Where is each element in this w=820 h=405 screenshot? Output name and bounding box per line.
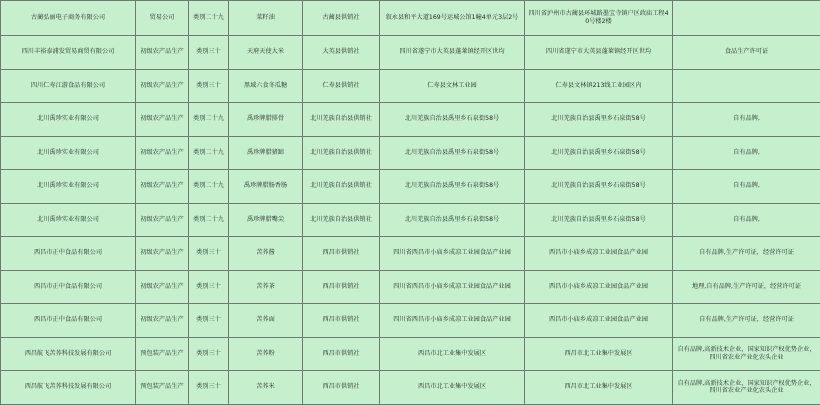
table-row — [1, 203, 820, 237]
production-address-cell[interactable]: 北川羌族自治县禹里乡石泉街58号 — [380, 136, 525, 170]
company-name-cell[interactable]: 古蔺弘丽电子商务有限公司 — [1, 1, 136, 36]
supplier-cell[interactable]: 西昌市供销社 — [303, 304, 380, 338]
category-cell[interactable]: 类别三十 — [189, 270, 229, 304]
registered-address-cell[interactable]: 北川羌族自治县禹里乡石泉街58号 — [525, 103, 673, 137]
qualification-cell[interactable]: 自有品牌,高新技术企业，国家知识产权优势企业，四川省农业产业化农头企业 — [673, 337, 820, 371]
company-name-cell[interactable]: 北川禹珍实业有限公司 — [1, 170, 136, 204]
company-name-cell[interactable]: 四川丰裕泰浦发贸易商贸有限公司 — [1, 36, 136, 70]
supplier-cell[interactable]: 西昌市供销社 — [303, 337, 380, 371]
company-type-cell[interactable]: 初级农产品生产 — [136, 36, 189, 70]
table-row — [1, 1, 820, 36]
qualification-cell[interactable]: 自有品牌,生产许可证，经营许可证 — [673, 304, 820, 338]
table-row — [1, 270, 820, 304]
supplier-cell[interactable]: 大英县供销社 — [303, 36, 380, 70]
category-cell[interactable]: 类别二十九 — [189, 103, 229, 137]
product-cell[interactable]: 苦荞米 — [229, 371, 303, 405]
qualification-cell[interactable] — [673, 69, 820, 103]
registered-address-cell[interactable]: 四川省遂宁市大英县蓬莱镇经开区世均 — [525, 36, 673, 70]
company-type-cell[interactable]: 初级农产品生产 — [136, 270, 189, 304]
product-cell[interactable]: 禹珍牌腊肠香肠 — [229, 170, 303, 204]
qualification-cell[interactable]: 自有品牌, — [673, 136, 820, 170]
company-name-cell[interactable]: 北川禹珍实业有限公司 — [1, 103, 136, 137]
category-cell[interactable]: 类别三十 — [189, 304, 229, 338]
supplier-cell[interactable]: 北川羌族自治县供销社 — [303, 103, 380, 137]
production-address-cell[interactable]: 西昌市北工业集中发展区 — [380, 337, 525, 371]
company-type-cell[interactable]: 初级农产品生产 — [136, 304, 189, 338]
company-name-cell[interactable]: 西昌航飞苦荞科技发展有限公司 — [1, 337, 136, 371]
qualification-cell[interactable]: 地理,自有品牌,生产许可证，经营许可证 — [673, 270, 820, 304]
qualification-cell[interactable]: 自有品牌, — [673, 103, 820, 137]
registered-address-cell[interactable]: 西昌市小庙乡成凉工业园食品产业园 — [525, 270, 673, 304]
company-name-cell[interactable]: 西昌航飞苦荞科技发展有限公司 — [1, 371, 136, 405]
qualification-cell[interactable] — [673, 1, 820, 36]
company-name-cell[interactable]: 四川仁寿江游食品有限公司 — [1, 69, 136, 103]
company-type-cell[interactable]: 初级农产品生产 — [136, 237, 189, 271]
table-row — [1, 371, 820, 405]
product-cell[interactable]: 苦荞粉 — [229, 337, 303, 371]
category-cell[interactable]: 类别三十 — [189, 237, 229, 271]
company-name-cell[interactable]: 西昌市正中食品有限公司 — [1, 270, 136, 304]
production-address-cell[interactable]: 北川羌族自治县禹里乡石泉街58号 — [380, 103, 525, 137]
production-address-cell[interactable]: 叙永县和平大道169号运城公馆1幢4单元3层2号 — [380, 1, 525, 36]
company-name-cell[interactable]: 西昌市正中食品有限公司 — [1, 304, 136, 338]
product-cell[interactable]: 禹珍牌腊猪蹄 — [229, 136, 303, 170]
product-cell[interactable]: 苦荞面 — [229, 304, 303, 338]
product-cell[interactable]: 菜籽油 — [229, 1, 303, 36]
table-row — [1, 337, 820, 371]
registered-address-cell[interactable]: 仁寿县文林镇213线工业园区内 — [525, 69, 673, 103]
qualification-cell[interactable]: 自有品牌,高新技术企业，国家知识产权优势企业，四川省农业产业化农头企业 — [673, 371, 820, 405]
production-address-cell[interactable]: 四川省西昌市小庙乡成凉工业园食品产业园 — [380, 304, 525, 338]
table-row — [1, 170, 820, 204]
production-address-cell[interactable]: 仁寿县文林工业园 — [380, 69, 525, 103]
company-type-cell[interactable]: 初级农产品生产 — [136, 203, 189, 237]
table-row — [1, 304, 820, 338]
registered-address-cell[interactable]: 西昌市北工业集中发展区 — [525, 337, 673, 371]
production-address-cell[interactable]: 北川羌族自治县禹里乡石泉街58号 — [380, 170, 525, 204]
supplier-cell[interactable]: 仁寿县供销社 — [303, 69, 380, 103]
product-cell[interactable]: 苦荞茶 — [229, 270, 303, 304]
product-cell[interactable]: 黑域六食冬瓜糖 — [229, 69, 303, 103]
category-cell[interactable]: 类别三十 — [189, 337, 229, 371]
table-row — [1, 69, 820, 103]
production-address-cell[interactable]: 北川羌族自治县禹里乡石泉街58号 — [380, 203, 525, 237]
company-type-cell[interactable]: 初级农产品生产 — [136, 136, 189, 170]
company-name-cell[interactable]: 北川禹珍实业有限公司 — [1, 136, 136, 170]
qualification-cell[interactable]: 自有品牌,生产许可证，经营许可证 — [673, 237, 820, 271]
supplier-cell[interactable]: 西昌市供销社 — [303, 270, 380, 304]
category-cell[interactable]: 类别三十 — [189, 371, 229, 405]
qualification-cell[interactable]: 食品生产许可证 — [673, 36, 820, 70]
table-row — [1, 237, 820, 271]
supplier-cell[interactable]: 西昌市供销社 — [303, 237, 380, 271]
company-type-cell[interactable]: 预包装产品生产 — [136, 371, 189, 405]
registered-address-cell[interactable]: 北川羌族自治县禹里乡石泉街58号 — [525, 136, 673, 170]
qualification-cell[interactable]: 自有品牌, — [673, 203, 820, 237]
supplier-cell[interactable]: 西昌市供销社 — [303, 371, 380, 405]
supplier-cell[interactable]: 北川羌族自治县供销社 — [303, 170, 380, 204]
table-row — [1, 136, 820, 170]
production-address-cell[interactable]: 四川省西昌市小庙乡成凉工业园食品产业园 — [380, 237, 525, 271]
company-type-cell[interactable]: 初级农产品生产 — [136, 69, 189, 103]
company-type-cell[interactable]: 预包装产品生产 — [136, 337, 189, 371]
company-name-cell[interactable]: 北川禹珍实业有限公司 — [1, 203, 136, 237]
category-cell[interactable]: 类别三十 — [189, 36, 229, 70]
category-cell[interactable]: 类别二十九 — [189, 136, 229, 170]
company-type-cell[interactable]: 初级农产品生产 — [136, 170, 189, 204]
registered-address-cell[interactable]: 北川羌族自治县禹里乡石泉街58号 — [525, 203, 673, 237]
category-cell[interactable]: 类别二十九 — [189, 203, 229, 237]
company-type-cell[interactable]: 初级农产品生产 — [136, 103, 189, 137]
registered-address-cell[interactable]: 四川省泸州市古蔺县环城路墨宝寺镇户区政庙工程40号楼2楼 — [525, 1, 673, 36]
production-address-cell[interactable]: 四川省西昌市小庙乡成凉工业园食品产业园 — [380, 270, 525, 304]
category-cell[interactable]: 类别二十九 — [189, 170, 229, 204]
table-row — [1, 36, 820, 70]
category-cell[interactable]: 类别二十九 — [189, 1, 229, 36]
supplier-cell[interactable]: 北川羌族自治县供销社 — [303, 203, 380, 237]
supplier-cell[interactable]: 北川羌族自治县供销社 — [303, 136, 380, 170]
supplier-cell[interactable]: 古蔺县供销社 — [303, 1, 380, 36]
company-type-cell[interactable]: 贸易公司 — [136, 1, 189, 36]
production-address-cell[interactable]: 西昌市北工业集中发展区 — [380, 371, 525, 405]
registered-address-cell[interactable]: 西昌市北工业集中发展区 — [525, 371, 673, 405]
registered-address-cell[interactable]: 西昌市小庙乡成凉工业园食品产业园 — [525, 237, 673, 271]
table-row — [1, 103, 820, 137]
registered-address-cell[interactable]: 西昌市小庙乡成凉工业园食品产业园 — [525, 304, 673, 338]
product-cell[interactable]: 禹珍牌腊嘴尖 — [229, 203, 303, 237]
category-cell[interactable]: 类别三十 — [189, 69, 229, 103]
registered-address-cell[interactable]: 北川羌族自治县禹里乡石泉街58号 — [525, 170, 673, 204]
product-cell[interactable]: 天府天使大米 — [229, 36, 303, 70]
production-address-cell[interactable]: 四川省遂宁市大英县蓬莱镇经开区世均 — [380, 36, 525, 70]
qualification-cell[interactable]: 自有品牌, — [673, 170, 820, 204]
product-cell[interactable]: 苦荞酱 — [229, 237, 303, 271]
product-cell[interactable]: 禹珍牌腊排骨 — [229, 103, 303, 137]
company-name-cell[interactable]: 西昌市正中食品有限公司 — [1, 237, 136, 271]
